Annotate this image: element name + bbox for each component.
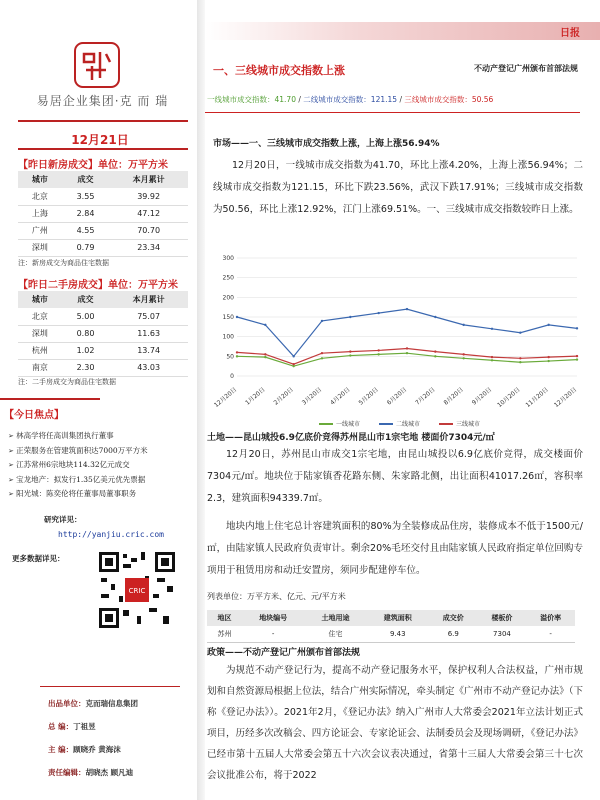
x-tick-label: 6月20日	[385, 386, 409, 407]
research-label: 研究详见：	[44, 515, 82, 524]
table-cell: -	[242, 626, 304, 643]
credit-line: 总 编：丁祖昱	[48, 722, 96, 731]
table-cell: 70.70	[109, 222, 188, 239]
table-row	[207, 626, 575, 643]
column-header: 成交	[62, 171, 110, 188]
table-row	[18, 239, 188, 256]
data-point	[491, 356, 493, 358]
data-point	[491, 328, 493, 330]
y-tick-label: 50	[226, 353, 234, 361]
x-tick-label: 9月20日	[470, 386, 494, 407]
legend-label: 三线城市	[456, 421, 481, 428]
data-point	[519, 361, 521, 363]
data-point	[264, 356, 266, 358]
divider	[205, 112, 580, 113]
table-row	[18, 188, 188, 205]
legend-label: 二线城市	[396, 421, 421, 428]
table-cell: 1.02	[62, 342, 110, 359]
data-point	[236, 355, 238, 357]
table-cell: 北京	[18, 188, 62, 205]
main-content	[205, 0, 600, 800]
data-point	[264, 353, 266, 355]
data-point	[434, 316, 436, 318]
column-header: 本月累计	[109, 291, 188, 308]
table-cell: 0.79	[62, 239, 110, 256]
column-header: 成交	[62, 291, 110, 308]
data-point	[547, 356, 549, 358]
y-tick-label: 200	[222, 294, 234, 302]
table-row	[18, 359, 188, 376]
x-tick-label: 5月20日	[357, 386, 380, 407]
data-point	[292, 363, 294, 365]
data-point	[321, 357, 323, 359]
ribbon-label: 日报	[560, 28, 580, 39]
data-point	[462, 324, 464, 326]
table-row	[18, 222, 188, 239]
x-tick-label: 1月20日	[244, 386, 267, 407]
table-cell: 5.00	[62, 308, 110, 325]
sidebar	[0, 0, 197, 800]
table-row	[18, 205, 188, 222]
data-point	[576, 327, 578, 329]
credit-line: 出品单位：克而瑞信息集团	[48, 699, 138, 708]
new-house-note: 注：新房成交为商品住宅数据	[18, 259, 109, 267]
data-point	[434, 350, 436, 352]
table-cell: 广州	[18, 222, 62, 239]
second-house-table	[18, 291, 188, 377]
data-point	[264, 324, 266, 326]
data-point	[519, 357, 521, 359]
column-header: 楼板价	[478, 610, 527, 626]
research-link[interactable]: http://yanjiu.cric.com	[58, 530, 164, 539]
city-index-chart	[209, 250, 584, 430]
data-point	[236, 351, 238, 353]
data-point	[491, 359, 493, 361]
daily-ribbon	[205, 22, 600, 40]
y-tick-label: 0	[230, 373, 234, 380]
table-cell: 杭州	[18, 342, 62, 359]
divider	[18, 120, 188, 122]
table-cell: 住宅	[304, 626, 366, 643]
data-point	[321, 352, 323, 354]
table-cell: 0.80	[62, 325, 110, 342]
table-cell: 苏州	[207, 626, 242, 643]
divider	[0, 398, 100, 400]
focus-item[interactable]: ➢ 林高学将任高训集团执行董事	[8, 430, 148, 445]
y-tick-label: 300	[222, 255, 234, 262]
focus-list	[8, 430, 148, 503]
table-row	[18, 342, 188, 359]
x-tick-label: 10月20日	[496, 386, 522, 410]
svg-text:CRIC: CRIC	[128, 587, 146, 595]
table-cell: 47.12	[109, 205, 188, 222]
credit-line: 主 编：顾晓乔 黄海沫	[48, 745, 121, 754]
table-cell: 2.30	[62, 359, 110, 376]
column-header: 地块编号	[242, 610, 304, 626]
data-point	[349, 354, 351, 356]
focus-item[interactable]: ➢ 阳光城：陈奕伦将任董事局董事职务	[8, 488, 148, 503]
focus-item[interactable]: ➢ 正荣服务在管建筑面积达7000万平方米	[8, 445, 148, 460]
data-point	[377, 312, 379, 314]
x-tick-label: 7月20日	[414, 386, 437, 407]
data-point	[576, 355, 578, 357]
new-house-table	[18, 171, 188, 257]
table-cell: 23.34	[109, 239, 188, 256]
table-cell: 13.74	[109, 342, 188, 359]
table-cell: 9.43	[367, 626, 429, 643]
x-tick-label: 2月20日	[272, 386, 295, 407]
table-cell: 上海	[18, 205, 62, 222]
series-line	[237, 353, 577, 366]
data-point	[576, 358, 578, 360]
data-point	[349, 350, 351, 352]
column-divider	[197, 0, 205, 800]
table-header-row	[207, 610, 575, 626]
column-header: 成交价	[429, 610, 478, 626]
x-tick-label: 12月20日	[552, 386, 579, 410]
legend-label: 一线城市	[336, 421, 361, 428]
data-point	[406, 347, 408, 349]
credits	[48, 698, 138, 790]
brand-name: 易居企业集团·克 而 瑞	[36, 94, 169, 108]
headline-right: 不动产登记广州颁布首部法规	[474, 64, 578, 73]
x-tick-label: 11月20日	[524, 386, 550, 410]
market-title: 市场——一、三线城市成交指数上涨，上海上涨56.94%	[213, 139, 440, 149]
new-house-title: 【昨日新房成交】单位：万平方米	[18, 160, 168, 171]
table-cell: 3.55	[62, 188, 110, 205]
table-cell: 深圳	[18, 239, 62, 256]
index-summary: 一线城市成交指数：41.70 / 二线城市成交指数：121.15 / 三线城市成交指数：50.56	[207, 95, 494, 104]
table-row	[18, 325, 188, 342]
x-tick-label: 3月20日	[300, 386, 324, 407]
table-cell: 2.84	[62, 205, 110, 222]
table-cell: -	[526, 626, 575, 643]
y-tick-label: 150	[222, 314, 234, 321]
column-header: 城市	[18, 171, 62, 188]
more-data-label: 更多数据详见：	[12, 554, 65, 563]
table-cell: 39.92	[109, 188, 188, 205]
table-cell: 北京	[18, 308, 62, 325]
data-point	[292, 355, 294, 357]
column-header: 溢价率	[526, 610, 575, 626]
divider	[40, 686, 180, 687]
land-table	[207, 610, 575, 643]
table-cell: 11.63	[109, 325, 188, 342]
data-point	[462, 353, 464, 355]
x-tick-label: 4月20日	[329, 386, 352, 407]
table-header-row	[18, 171, 188, 188]
table-row	[18, 308, 188, 325]
column-header: 建筑面积	[367, 610, 429, 626]
cric-logo-icon	[72, 40, 122, 90]
data-point	[462, 357, 464, 359]
column-header: 土地用途	[304, 610, 366, 626]
table-cell: 南京	[18, 359, 62, 376]
data-point	[377, 349, 379, 351]
data-point	[321, 320, 323, 322]
divider	[18, 148, 188, 150]
table-cell: 6.9	[429, 626, 478, 643]
credit-line: 责任编辑：胡晓杰 顾凡迪	[48, 768, 134, 777]
table-cell: 深圳	[18, 325, 62, 342]
data-point	[519, 332, 521, 334]
second-house-note: 注：二手房成交为商品住宅数据	[18, 378, 116, 386]
table-cell: 4.55	[62, 222, 110, 239]
data-point	[547, 324, 549, 326]
column-header: 地区	[207, 610, 242, 626]
data-point	[377, 353, 379, 355]
land-paragraph-1: 12月20日，苏州昆山市成交1宗宅地，由昆山城投以6.9亿底价竞得，成交楼面价7304元/㎡。地块位于陆家镇香花路东侧、朱家路北侧，出让面积41017.26㎡，容积率2.3，建筑面积94339.7㎡。	[207, 449, 583, 504]
focus-item[interactable]: ➢ 宝龙地产：拟发行1.35亿美元优先票据	[8, 474, 148, 489]
y-tick-label: 250	[222, 274, 234, 282]
list-unit-note: 列表单位：万平方米、亿元、元/平方米	[207, 592, 346, 601]
policy-title: 政策——不动产登记广州颁布首部法规	[207, 648, 361, 658]
policy-paragraph: 为规范不动产登记行为，提高不动产登记服务水平，保护权利人合法权益，广州市规划和自然资源局根据上位法，结合广州实际情况，牵头制定《广州市不动产登记办法》（下称《登记办法》）。2021年2月，《登记办法》纳入广州市人大常委会2021年立法计划正式项目，历经多次改稿会、四方论证会、专家论证会、法制委员会及现场调研，《登记办法》已经市第十五届人大常委会第五十六次会议表决通过，省第十三届人大常委会第三十七次会议批准公布，将于2022	[207, 665, 583, 781]
data-point	[236, 316, 238, 318]
table-cell: 75.07	[109, 308, 188, 325]
focus-title: 【今日焦点】	[4, 410, 64, 421]
land-title: 土地——昆山城投6.9亿底价竞得苏州昆山市1宗宅地 楼面价7304元/㎡	[207, 433, 495, 443]
headline-left: 一、三线城市成交指数上涨	[213, 64, 345, 77]
table-header-row	[18, 291, 188, 308]
focus-item[interactable]: ➢ 江苏常州6宗地块114.32亿元成交	[8, 459, 148, 474]
report-date: 12月21日	[71, 133, 129, 147]
y-tick-label: 100	[222, 333, 234, 341]
x-tick-label: 12月20日	[212, 386, 239, 410]
table-cell: 43.03	[109, 359, 188, 376]
data-point	[349, 316, 351, 318]
data-point	[434, 355, 436, 357]
column-header: 本月累计	[109, 171, 188, 188]
data-point	[406, 308, 408, 310]
land-paragraph-2: 地块内地上住宅总计容建筑面积的80%为全装修成品住房，装修成本不低于1500元/㎡，由陆家镇人民政府负责审计。剩余20%毛坯交付且由陆家镇人民政府指定单位回购专项用于租赁用房和动迁安置房，须同步配建停车位。	[207, 521, 583, 576]
market-paragraph: 12月20日，一线城市成交指数为41.70，环比上涨4.20%，上海上涨56.94%；二线城市成交指数为121.15，环比下跌23.56%，武汉下跌17.91%；三线城市成交指数为50.56，环比上涨12.92%，江门上涨69.51%。一、三线城市成交指数较昨日上涨。	[213, 160, 583, 215]
table-cell: 7304	[478, 626, 527, 643]
data-point	[547, 360, 549, 362]
x-tick-label: 8月20日	[442, 386, 465, 407]
qr-code-icon[interactable]	[97, 550, 177, 630]
data-point	[406, 352, 408, 354]
column-header: 城市	[18, 291, 62, 308]
second-house-title: 【昨日二手房成交】单位：万平方米	[18, 280, 178, 291]
